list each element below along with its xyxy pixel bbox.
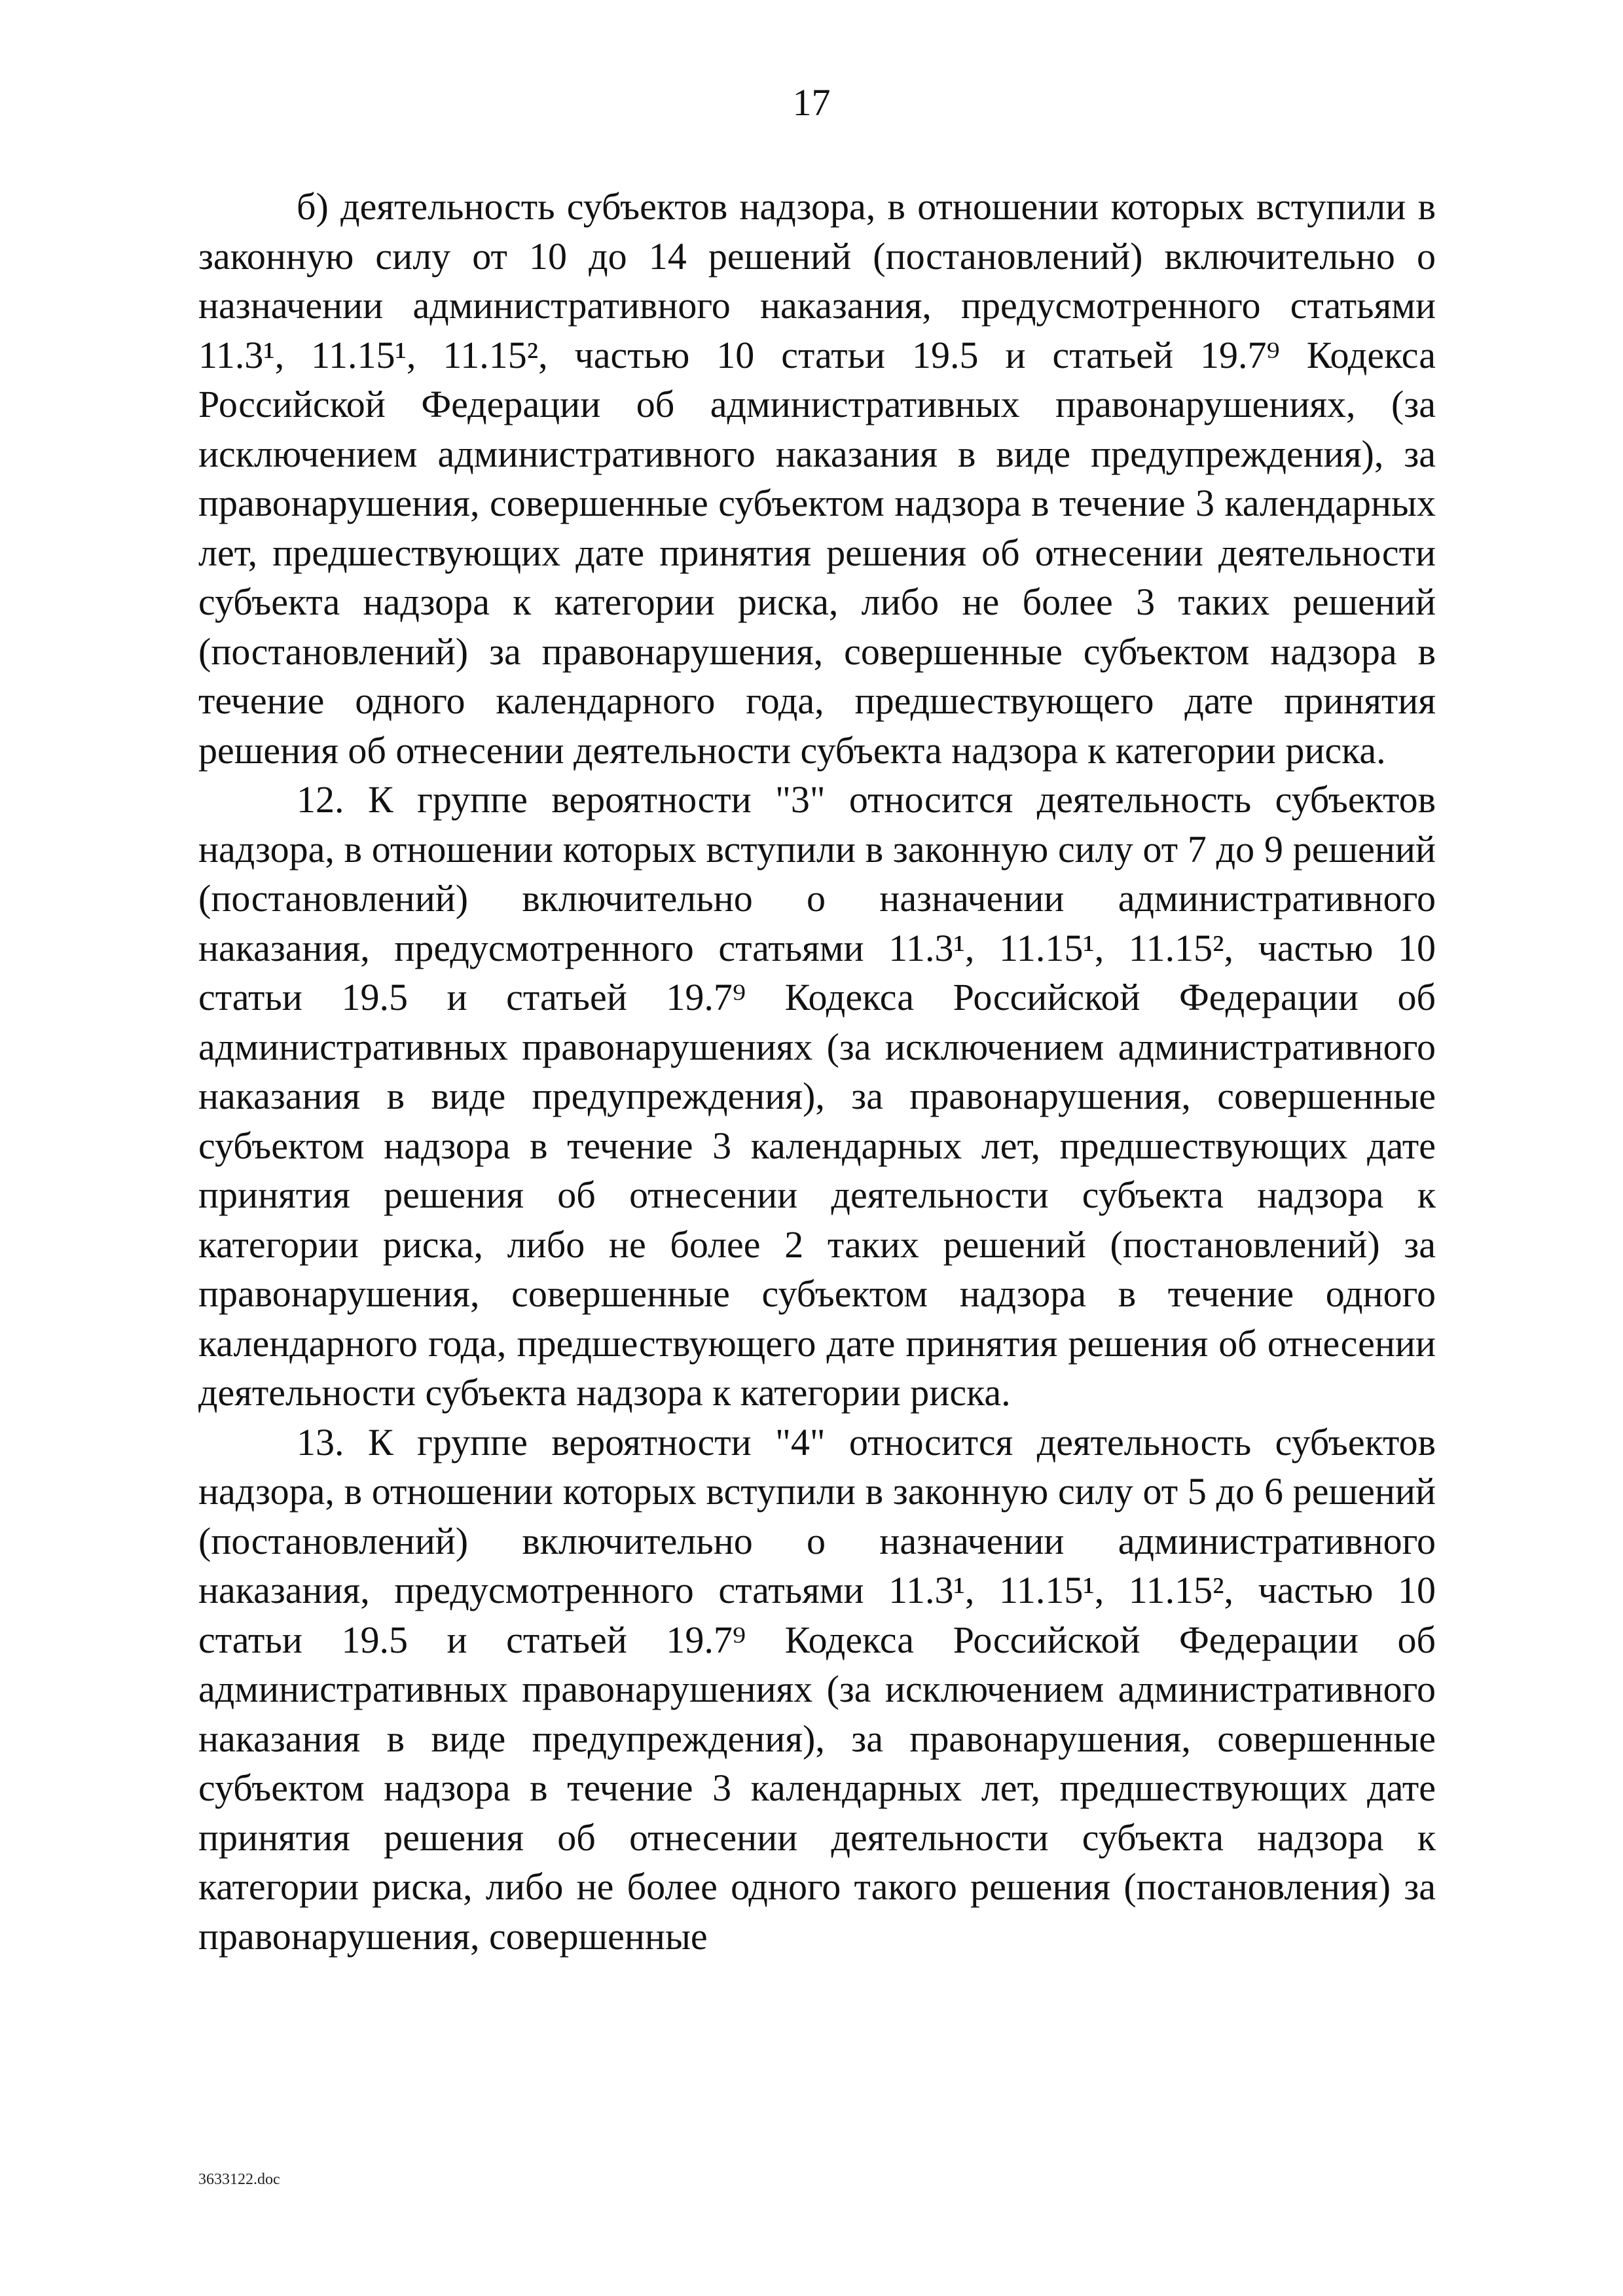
page-number: 17	[792, 81, 831, 124]
footer-filename: 3633122.doc	[198, 2171, 280, 2188]
document-body	[198, 182, 1436, 1961]
paragraph-12: 12. К группе вероятности "3" относится деятельность субъектов надзора, в отношении которых вступили в законную силу от 7 до 9 решений (постановлений) включительно о назначении административного наказания, предусмотренного статьями 11.3¹, 11.15¹, 11.15², частью 10 статьи 19.5 и статьей 19.7⁹ Кодекса Российской Федерации об административных правонарушениях (за исключением административного наказания в виде предупреждения), за правонарушения, совершенные субъектом надзора в течение 3 календарных лет, предшествующих дате принятия решения об отнесении деятельности субъекта надзора к категории риска, либо не более 2 таких решений (постановлений) за правонарушения, совершенные субъектом надзора в течение одного календарного года, предшествующего дате принятия решения об отнесении деятельности субъекта надзора к категории риска.	[198, 778, 1436, 1414]
paragraph-13: 13. К группе вероятности "4" относится деятельность субъектов надзора, в отношении которых вступили в законную силу от 5 до 6 решений (постановлений) включительно о назначении административного наказания, предусмотренного статьями 11.3¹, 11.15¹, 11.15², частью 10 статьи 19.5 и статьей 19.7⁹ Кодекса Российской Федерации об административных правонарушениях (за исключением административного наказания в виде предупреждения), за правонарушения, совершенные субъектом надзора в течение 3 календарных лет, предшествующих дате принятия решения об отнесении деятельности субъекта надзора к категории риска, либо не более одного такого решения (постановления) за правонарушения, совершенные	[198, 1420, 1436, 1958]
paragraph-b: б) деятельность субъектов надзора, в отношении которых вступили в законную силу от 10 до 14 решений (постановлений) включительно о назначении административного наказания, предусмотренного статьями 11.3¹, 11.15¹, 11.15², частью 10 статьи 19.5 и статьей 19.7⁹ Кодекса Российской Федерации об административных правонарушениях, (за исключением административного наказания в виде предупреждения), за правонарушения, совершенные субъектом надзора в течение 3 календарных лет, предшествующих дате принятия решения об отнесении деятельности субъекта надзора к категории риска, либо не более 3 таких решений (постановлений) за правонарушения, совершенные субъектом надзора в течение одного календарного года, предшествующего дате принятия решения об отнесении деятельности субъекта надзора к категории риска.	[198, 185, 1436, 772]
